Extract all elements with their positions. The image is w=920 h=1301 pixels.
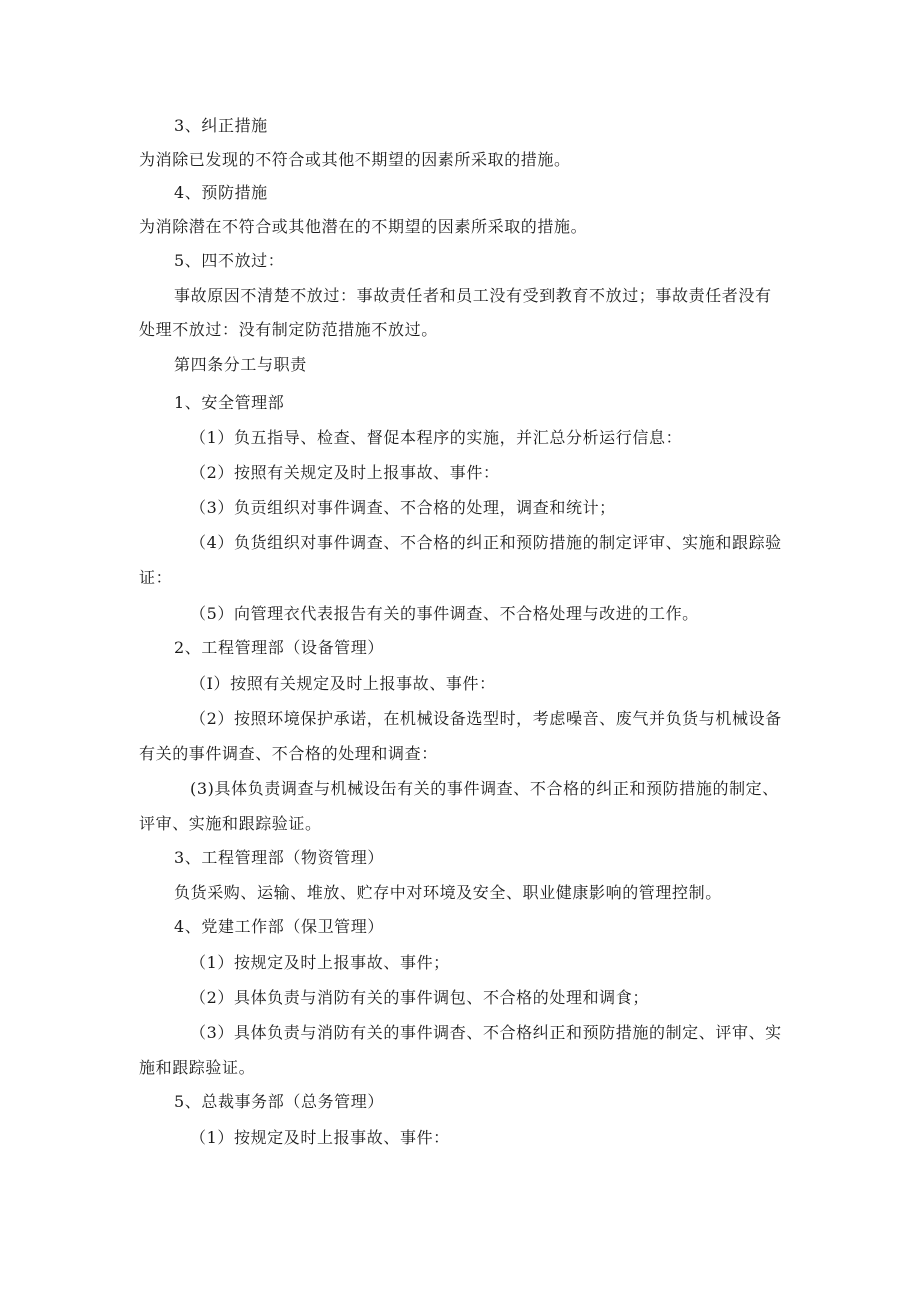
dept-2-heading: 2、工程管理部（设备管理） [174, 638, 384, 657]
dept-4-item-2: （2）具体负责与消防有关的事件调包、不合格的处理和调食； [190, 988, 649, 1007]
dept-3-heading: 3、工程管理部（物资管理） [174, 848, 384, 867]
section-4-body: 为消除潜在不符合或其他潜在的不期望的因素所采取的措施。 [139, 217, 588, 236]
dept-2-item-3-line-2: 评审、实施和跟踪验证。 [139, 814, 322, 833]
dept-1-item-4-line-1: （4）负货组织对事件调查、不合格的纠正和预防措施的制定评审、实施和跟踪验 [190, 533, 782, 552]
dept-1-heading: 1、安全管理部 [174, 393, 285, 412]
dept-2-item-2-line-2: 有关的事件调查、不合格的处理和调查： [139, 744, 438, 763]
dept-1-item-5: （5）向管理衣代表报告有关的事件调查、不合格处理与改进的工作。 [190, 604, 699, 623]
dept-4-item-3-line-2: 施和跟踪验证。 [139, 1058, 256, 1077]
article-4-title: 第四条分工与职责 [174, 355, 307, 374]
dept-4-heading: 4、党建工作部（保卫管理） [174, 917, 384, 936]
dept-4-item-1: （1）按规定及时上报事故、事件； [190, 953, 450, 972]
dept-3-body: 负货采购、运输、堆放、贮存中对环境及安全、职业健康影响的管理控制。 [174, 883, 722, 902]
dept-1-item-4-line-2: 证： [139, 568, 173, 587]
section-4-heading: 4、预防措施 [174, 183, 268, 202]
dept-1-item-1: （1）负五指导、检查、督促本程序的实施，并汇总分析运行信息： [190, 428, 683, 447]
dept-5-item-1: （1）按规定及时上报事故、事件： [190, 1128, 450, 1147]
dept-2-item-3-line-1: (3)具体负责调查与机械设缶有关的事件调查、不合格的纠正和预防措施的制定、 [190, 779, 779, 798]
section-5-body-line-1: 事故原因不清楚不放过：事故责任者和员工没有受到教育不放过；事故责任者没有 [174, 286, 772, 305]
dept-5-heading: 5、总裁事务部（总务管理） [174, 1092, 384, 1111]
dept-4-item-3-line-1: （3）具体负责与消防有关的事件调杳、不合格纠正和预防措施的制定、评审、实 [190, 1023, 782, 1042]
section-5-heading: 5、四不放过： [174, 251, 285, 270]
section-5-body-line-2: 处理不放过：没有制定防范措施不放过。 [139, 320, 438, 339]
dept-2-item-2-line-1: （2）按照环境保护承诺，在机械设备选型时，考虑噪音、废气并负货与机械设备 [190, 709, 782, 728]
dept-2-item-1: （I）按照有关规定及时上报事故、事件： [190, 674, 496, 693]
dept-1-item-3: （3）负贡组织对事件调查、不合格的处理，调查和统计； [190, 498, 616, 517]
dept-1-item-2: （2）按照有关规定及时上报事故、事件： [190, 463, 500, 482]
section-3-heading: 3、纠正措施 [174, 116, 268, 135]
section-3-body: 为消除已发现的不符合或其他不期望的因素所采取的措施。 [139, 150, 571, 169]
